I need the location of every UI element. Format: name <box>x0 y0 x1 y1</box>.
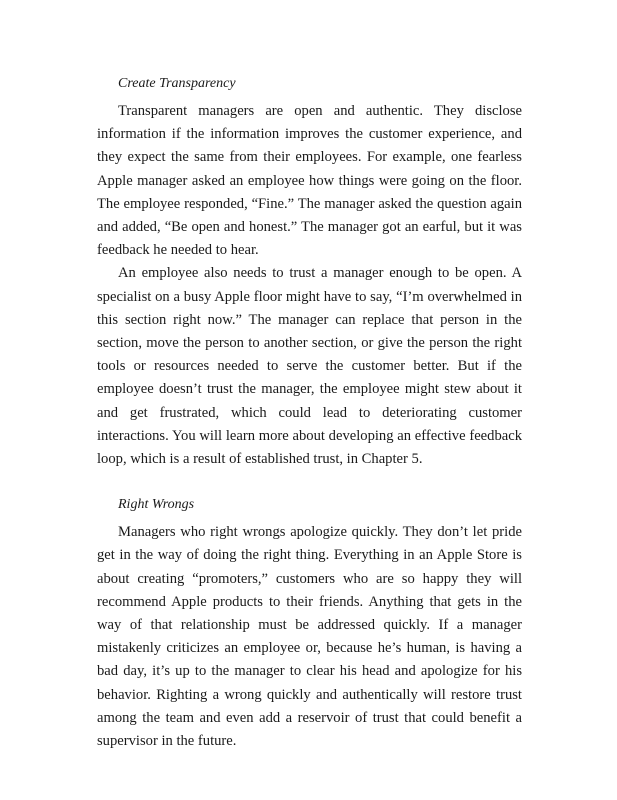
section-spacer <box>97 471 522 493</box>
paragraph-employee-trust: An employee also needs to trust a manager enough to be open. A specialist on a busy Apple floor might have to say, “I’m overwhelmed in this section right now.” The manager can replace that person in the section, move the person to another section, or give the person the right tools or resources needed to serve the customer better. But if the employee doesn’t trust the manager, the employee might stew about it and get frustrated, which could lead to deteriorating customer interactions. You will learn more about developing an effective feedback loop, which is a result of established trust, in Chapter 5. <box>97 265 522 468</box>
paragraph-transparent-managers: Transparent managers are open and authentic. They disclose information if the information improves the customer experience, and they expect the same from their employees. For example, one fearless Apple manager asked an employee how things were going on the floor. The employee responded, “Fine.” The manager asked the question again and added, “Be open and honest.” The manager got an earful, but it was feedback he needed to hear. <box>97 103 522 259</box>
section-heading-create-transparency: Create Transparency <box>118 76 236 91</box>
page-content <box>97 72 522 753</box>
section-heading-right-wrongs: Right Wrongs <box>118 497 195 513</box>
paragraph-right-wrongs: Managers who right wrongs apologize quickly. They don’t let pride get in the way of doing the right thing. Everything in an Apple Store is about creating “promoters,” customers who are so happy they will recommend Apple products to their friends. Anything that gets in the way of that relationship must be addressed quickly. If a manager mistakenly criticizes an employee or, because he’s human, is having a bad day, it’s up to the manager to clear his head and apologize for his behavior. Righting a wrong quickly and authentically will restore trust among the team and even add a reservoir of trust that could benefit a supervisor in the future. <box>97 524 522 750</box>
